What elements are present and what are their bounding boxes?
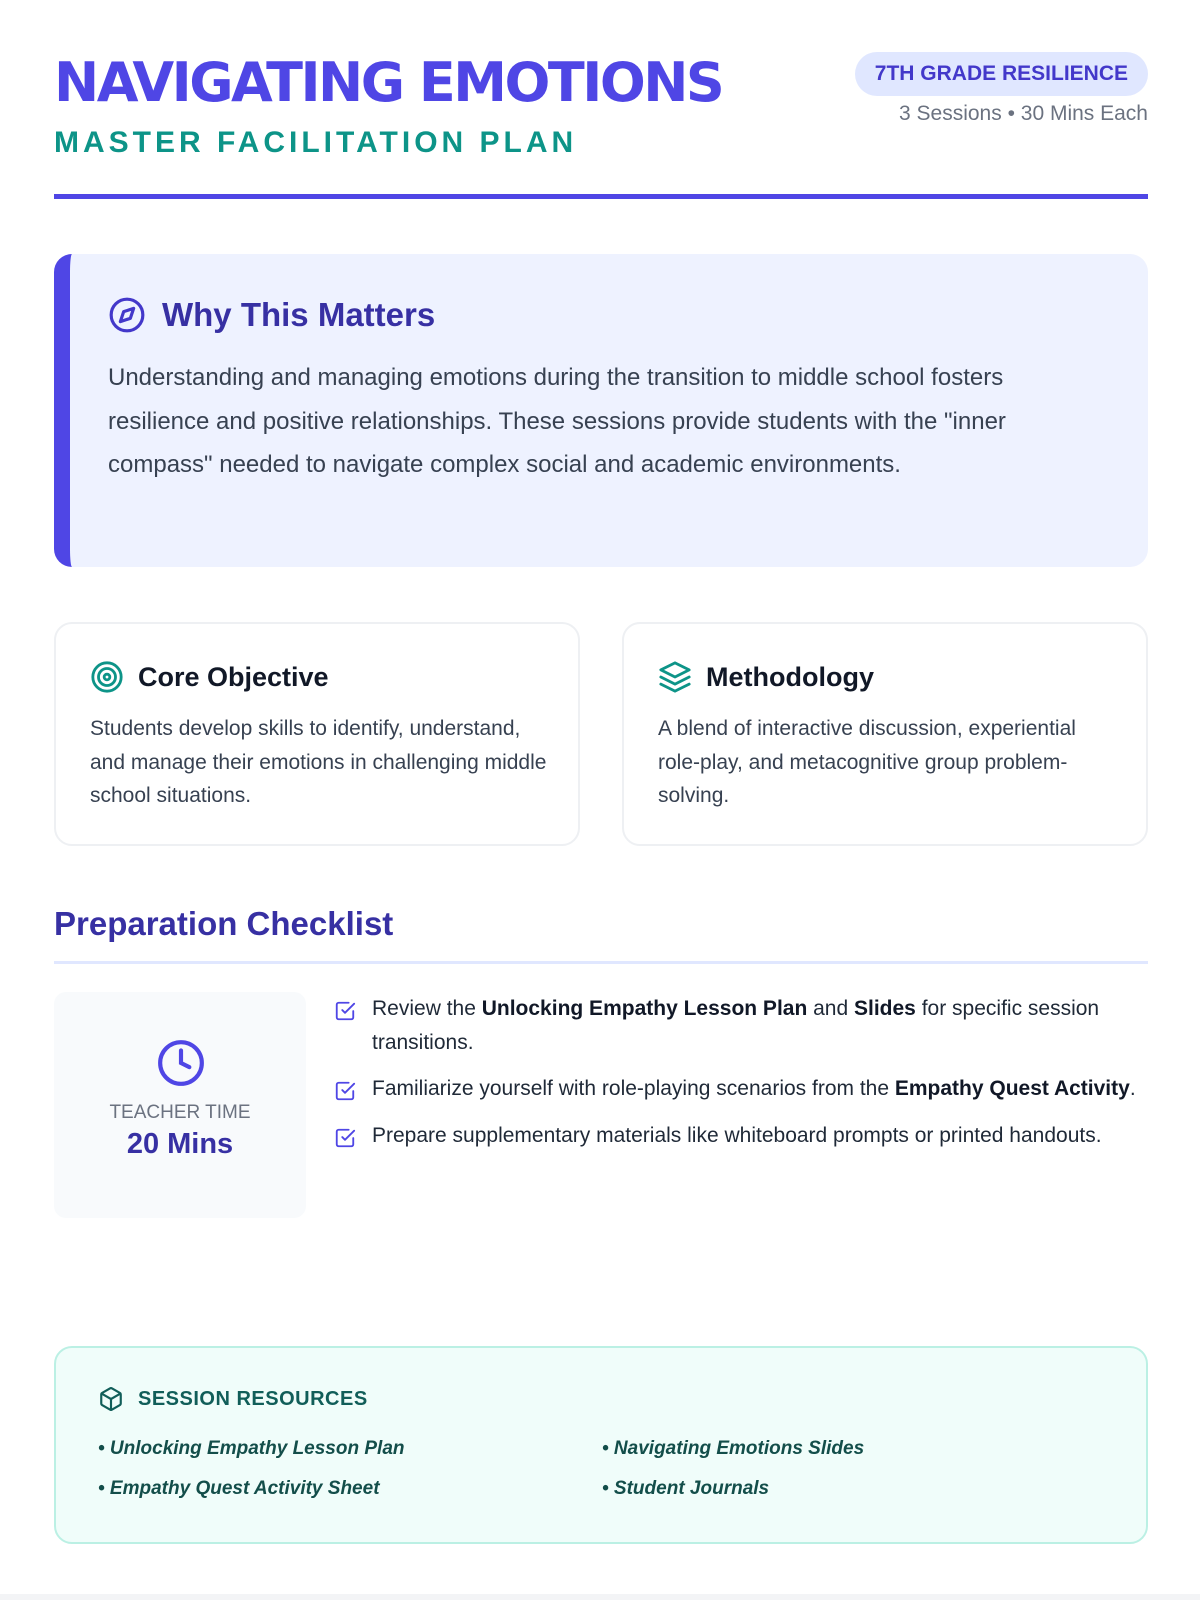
preparation-checklist: [334, 992, 1148, 1165]
methodology-title: Methodology: [706, 661, 874, 692]
activity-ref: Empathy Quest Activity: [894, 1077, 1130, 1100]
teacher-time-box: [54, 992, 306, 1218]
preparation-checklist-title: Preparation Checklist: [54, 905, 394, 942]
methodology-heading: [658, 660, 874, 694]
teacher-time-label: TEACHER TIME: [109, 1102, 251, 1123]
why-title: Why This Matters: [162, 296, 436, 333]
lesson-plan-ref: Unlocking Empathy Lesson Plan: [481, 997, 808, 1020]
checklist-text: .: [1129, 1077, 1136, 1100]
session-meta: 3 Sessions • 30 Mins Each: [899, 102, 1148, 125]
resource-item: • Navigating Emotions Slides: [602, 1438, 865, 1459]
session-resources-heading: [98, 1386, 368, 1412]
session-resources-panel: [54, 1346, 1148, 1544]
checklist-text: and: [807, 997, 854, 1020]
checklist-text: Familiarize yourself with role-playing scenarios from the: [372, 1077, 895, 1100]
facilitation-plan-page: [54, 0, 1148, 1600]
box-icon: [98, 1386, 124, 1412]
teacher-time-value: 20 Mins: [126, 1128, 234, 1160]
checkbox-checked-icon: [334, 1000, 356, 1022]
methodology-card: [622, 622, 1148, 846]
core-objective-title: Core Objective: [138, 661, 329, 692]
resource-item: • Student Journals: [602, 1478, 770, 1499]
checklist-item: [334, 1072, 1148, 1106]
layers-icon: [658, 660, 692, 694]
page-header: [54, 52, 1148, 202]
core-objective-text: Students develop skills to identify, understand, and manage their emotions in challenging middle school situations.: [90, 717, 547, 807]
why-this-matters-panel: [54, 254, 1148, 567]
checklist-text: Prepare supplementary materials like whiteboard prompts or printed handouts.: [372, 1123, 1102, 1147]
checkbox-checked-icon: [334, 1127, 356, 1149]
core-objective-heading: [90, 660, 329, 694]
core-objective-card: [54, 622, 580, 846]
why-heading: [108, 296, 435, 334]
session-resources-title: SESSION RESOURCES: [138, 1387, 368, 1410]
page-title: NAVIGATING EMOTIONS: [54, 51, 723, 114]
header-divider: [54, 194, 1148, 199]
slides-ref: Slides: [854, 997, 916, 1020]
checklist-text: for specific session transitions.: [372, 997, 1100, 1054]
checklist-item: [334, 992, 1148, 1059]
resource-item: • Unlocking Empathy Lesson Plan: [98, 1438, 405, 1459]
page-subtitle: MASTER FACILITATION PLAN: [54, 126, 578, 159]
clock-icon: [156, 1038, 206, 1088]
methodology-text: A blend of interactive discussion, experiential role-play, and metacognitive group problem-solving.: [658, 717, 1076, 807]
preparation-divider: [54, 961, 1148, 964]
grade-badge: 7TH GRADE RESILIENCE: [855, 52, 1148, 96]
checkbox-checked-icon: [334, 1080, 356, 1102]
compass-icon: [108, 296, 146, 334]
page-bottom-edge: [0, 1594, 1200, 1600]
checklist-text: Review the: [372, 997, 482, 1020]
checklist-item: [334, 1119, 1148, 1153]
why-text: Understanding and managing emotions during the transition to middle school fosters resilience and positive relationships. These sessions provide students with the "inner compass" needed to navigate complex social and academic environments.: [108, 364, 1006, 478]
target-icon: [90, 660, 124, 694]
resource-item: • Empathy Quest Activity Sheet: [98, 1478, 380, 1499]
